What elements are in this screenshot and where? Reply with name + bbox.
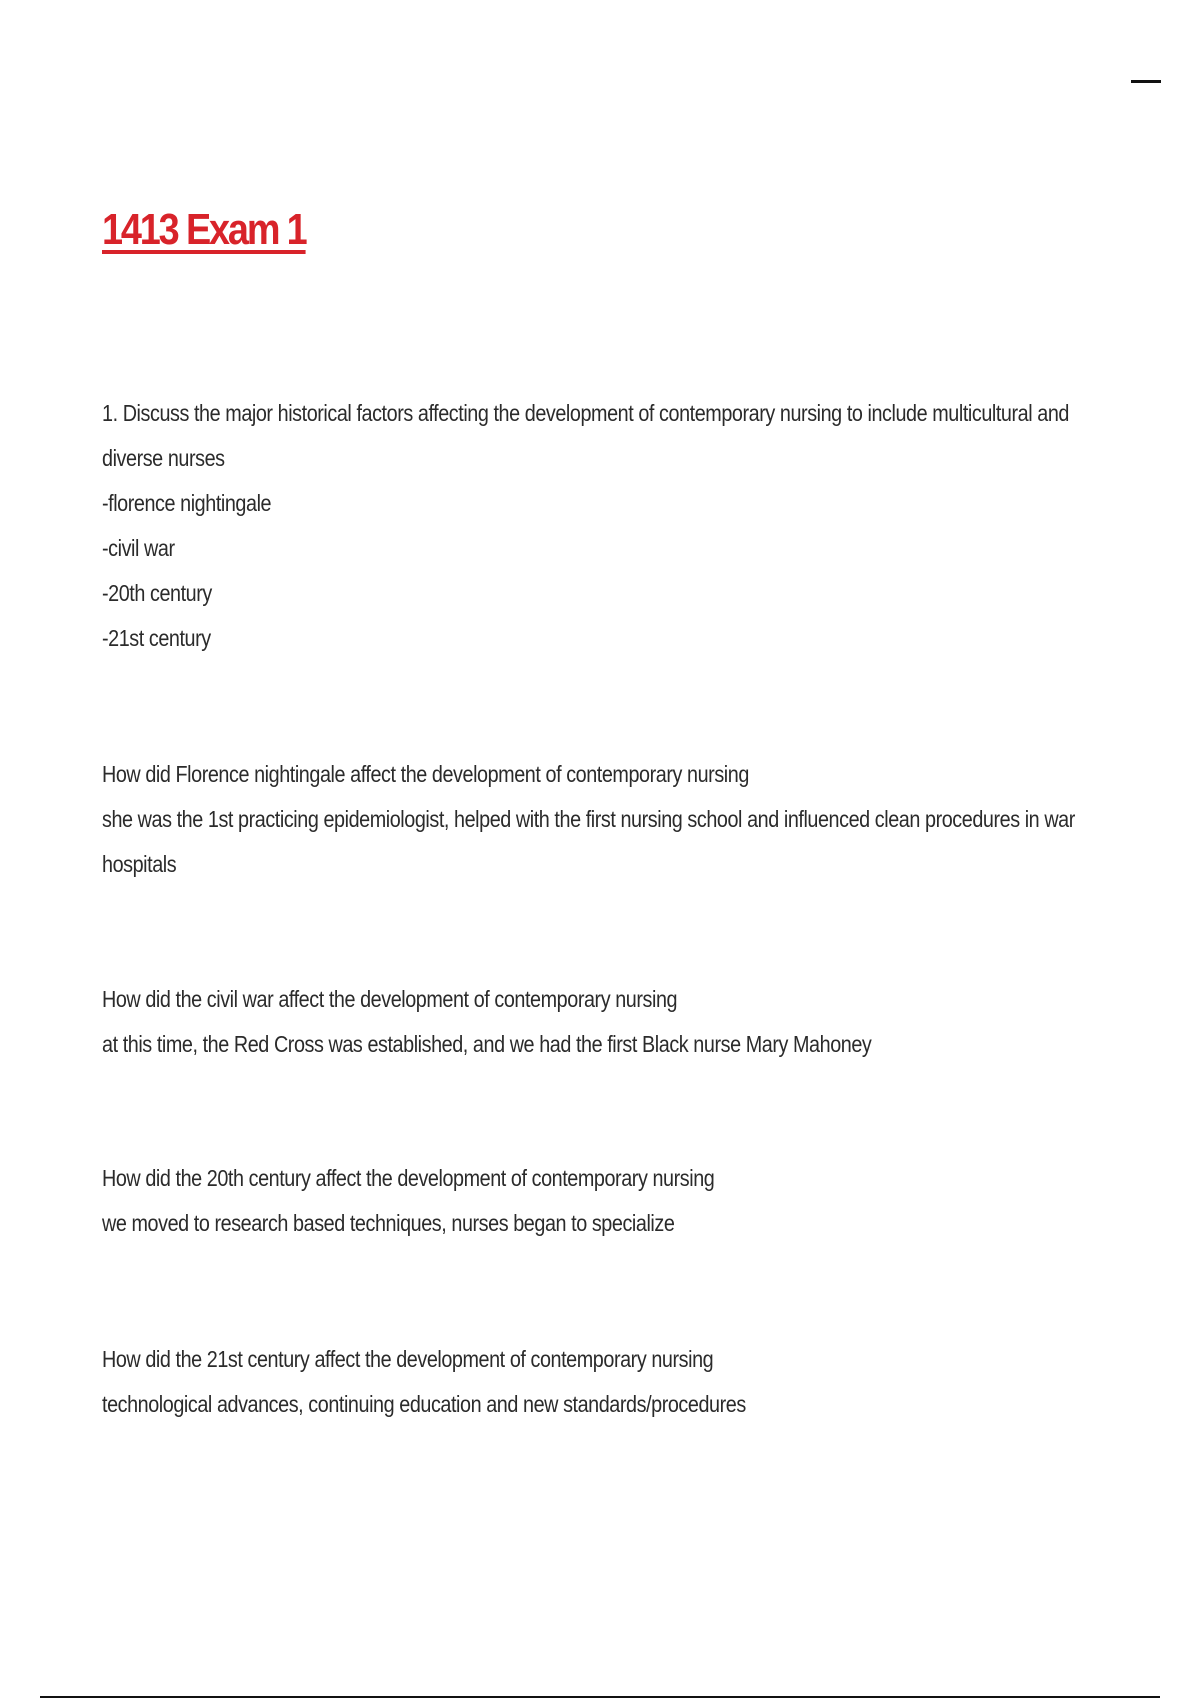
question-section-2 (102, 752, 1102, 887)
list-item: -21st century (102, 625, 211, 651)
bottom-rule (40, 1696, 1160, 1698)
question-text-continued: diverse nurses (102, 445, 225, 471)
answer-text: at this time, the Red Cross was established, and we had the first Black nurse Mary Mahoney (102, 1031, 872, 1057)
list-item: -florence nightingale (102, 490, 272, 516)
question-section-1 (102, 391, 1102, 661)
question-text: How did the 21st century affect the development of contemporary nursing (102, 1346, 714, 1372)
answer-text: technological advances, continuing education and new standards/procedures (102, 1391, 746, 1417)
answer-text-continued: hospitals (102, 851, 177, 877)
question-text: How did the 20th century affect the development of contemporary nursing (102, 1165, 715, 1191)
list-item: -civil war (102, 535, 175, 561)
list-item: -20th century (102, 580, 212, 606)
page-title: 1413 Exam 1 (102, 205, 306, 254)
question-section-5 (102, 1337, 1102, 1427)
answer-text: she was the 1st practicing epidemiologist, helped with the first nursing school and influenced clean procedures in war (102, 806, 1075, 832)
question-text: How did Florence nightingale affect the development of contemporary nursing (102, 761, 749, 787)
answer-text: we moved to research based techniques, nurses began to specialize (102, 1210, 675, 1236)
question-section-3 (102, 977, 1102, 1067)
question-section-4 (102, 1156, 1102, 1246)
question-text: How did the civil war affect the development of contemporary nursing (102, 986, 678, 1012)
top-dash-mark (1131, 80, 1161, 83)
question-text: 1. Discuss the major historical factors affecting the development of contemporary nursing to include multicultural and (102, 400, 1069, 426)
